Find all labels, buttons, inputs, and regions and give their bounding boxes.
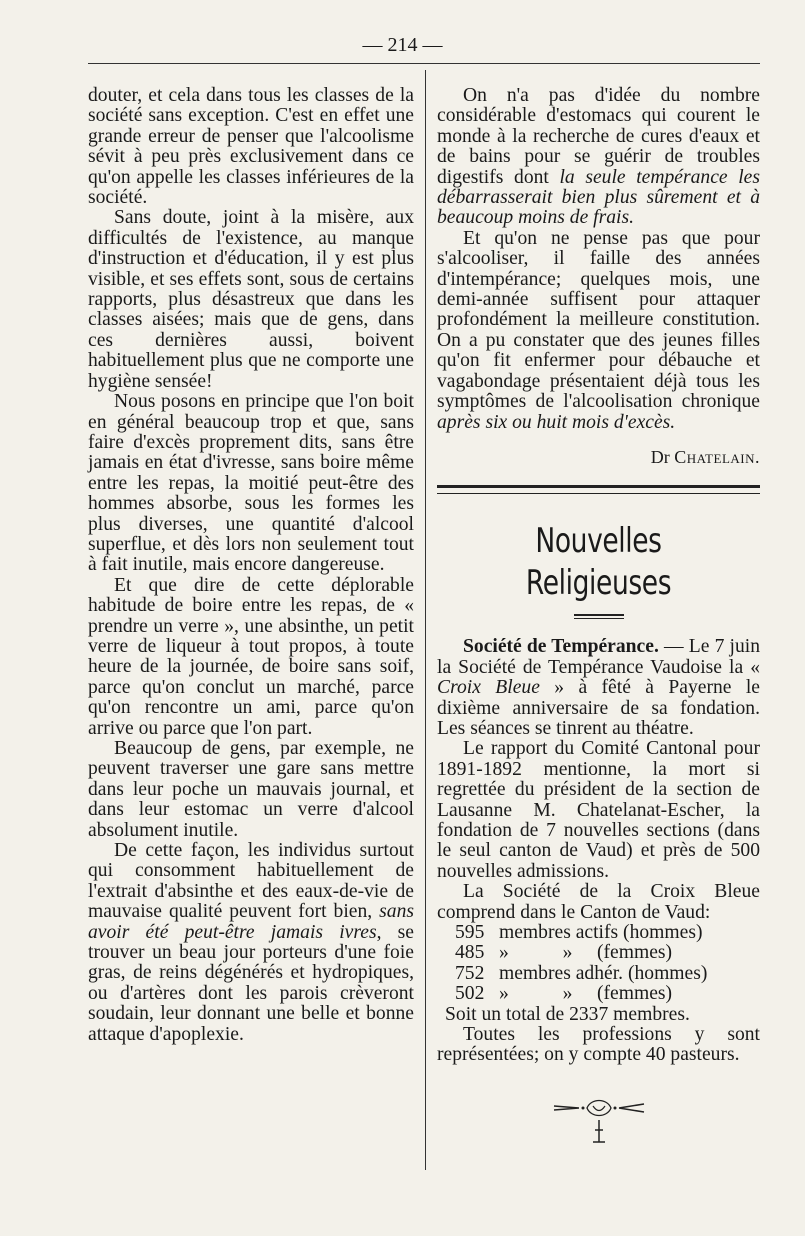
- stat-label: » » (femmes): [499, 942, 673, 964]
- paragraph: Et que dire de cette déplorable habitude de boire entre les repas, de « prendre un verre », une absinthe, un petit verre de liqueur à tout propos, à toute heure de la journée, de boire sans soif, parce qu'on conclut un marché, parce qu'on rencontre un ami, parce qu'on arrive ou parce que l'on part.: [88, 574, 414, 739]
- stat-label: membres actifs (hommes): [499, 922, 703, 943]
- section-title: Nouvelles Religieuses: [525, 521, 672, 604]
- stat-row: [437, 964, 760, 984]
- italic-text: sans avoir été peut-être jamais ivres: [88, 901, 414, 943]
- paragraph: Toutes les professions y sont représentées; on y compte 40 pasteurs.: [437, 1024, 760, 1066]
- ornament-icon: [549, 1084, 649, 1154]
- stat-row: [437, 923, 760, 943]
- news-heading: Société de Tempérance.: [463, 636, 659, 658]
- header-rule: [88, 63, 760, 64]
- membership-stats: [437, 923, 760, 1005]
- paragraph: douter, et cela dans tous les classes de la société sans exception. C'est en effet une grande erreur de penser que l'alcoolisme sévit à peu près exclusivement dans ce qu'on appelle les classes inférieures de la société.: [88, 85, 414, 209]
- paragraph: Beaucoup de gens, par exemple, ne peuvent traverser une gare sans mettre dans leur poche un mauvais journal, et dans leur estomac un verre d'alcool absolument inutile.: [88, 738, 414, 841]
- signature-name: Chatelain.: [674, 446, 760, 467]
- signature-prefix: Dr: [650, 446, 670, 467]
- page-number: — 214 —: [362, 34, 443, 56]
- text-run: Et qu'on ne pense pas que pour s'alcooliser, il faille des années d'intempérance; quelques mois, une demi-année suffisent pour attaquer profondément la meilleure constitution. On a pu constater que des jeunes filles qu'on fit enfermer pour débauche et vagabondage présentaient déjà tous les symptômes de l'alcoolisation chronique: [437, 227, 760, 413]
- stat-number: 595: [455, 922, 485, 943]
- paragraph: La Société de la Croix Bleue comprend dans le Canton de Vaud:: [437, 881, 760, 923]
- paragraph: Le rapport du Comité Cantonal pour 1891-1892 mentionne, la mort si regrettée du président de la section de Lausanne M. Chatelanat-Escher, la fondation de 7 nouvelles sections (dans le seul canton de Vaud) et près de 500 nouvelles admissions.: [437, 738, 760, 882]
- paragraph: [437, 637, 760, 739]
- text-run: On n'a pas d'idée du nombre considérable d'estomacs qui courent le monde à la recherche de cures d'eaux et de bains pour se guérir de troubles digestifs dont: [437, 85, 760, 188]
- italic-text: Croix Bleue: [437, 677, 540, 699]
- stat-number: 752: [455, 962, 485, 984]
- stat-number: 502: [455, 983, 485, 1005]
- stat-row: [437, 984, 760, 1004]
- title-flourish: [574, 614, 624, 619]
- paragraph: [88, 841, 414, 1045]
- stat-label: membres adhér. (hommes): [499, 962, 708, 984]
- paragraph: [437, 229, 760, 433]
- total-line: Soit un total de 2337 membres.: [445, 1003, 690, 1025]
- stat-number: 485: [455, 942, 485, 964]
- italic-text: après six ou huit mois d'excès.: [437, 411, 676, 433]
- text-run: » à fêté à Payerne le dixième anniversaire de sa fondation. Les séances se tinrent au théatre.: [437, 677, 760, 739]
- italic-text: la seule tempérance les débarrasserait bien plus sûrement et à beaucoup moins de frais.: [437, 166, 761, 229]
- paragraph: Nous posons en principe que l'on boit en général beaucoup trop et que, sans faire d'excès proprement dits, sans être jamais en état d'ivresse, sans boire même entre les repas, la moitié peut-être des hommes absorbe, sous les formes les plus diverses, une quantité d'alcool superflue, et dès lors non seulement tout à fait inutile, mais encore dangereuse.: [88, 391, 414, 576]
- stat-row: [437, 943, 760, 963]
- left-column: [88, 86, 414, 1045]
- section-rule: [437, 485, 760, 494]
- paragraph: [437, 86, 760, 229]
- paragraph: Sans doute, joint à la misère, aux difficultés de l'existence, au manque d'instruction et d'éducation, il y est plus visible, et ses effets sont, sous de certains rapports, plus désastreux que dans les classes aisées; mais que de gens, dans ces dernières aussi, boivent habituellement plus que ne comporte une hygiène sensée!: [88, 207, 414, 392]
- right-column: [437, 86, 760, 1154]
- text-run: , se trouver un beau jour porteurs d'une foie gras, de reins dégénérés et hydropiques, ou d'artères dont les parois crèveront soudain, leur donnant une belle et bonne attaque d'apoplexie.: [88, 921, 414, 1045]
- column-divider: [425, 70, 426, 1170]
- stat-label: » » (femmes): [499, 983, 673, 1005]
- text-run: — Le 7 juin la Société de Tempérance Vaudoise la «: [437, 636, 760, 678]
- text-run: De cette façon, les individus surtout qui consomment habituellement de l'extrait d'absinthe et des eaux-de-vie de mauvaise qualité peuvent fort bien,: [88, 840, 414, 923]
- signature: [437, 447, 760, 467]
